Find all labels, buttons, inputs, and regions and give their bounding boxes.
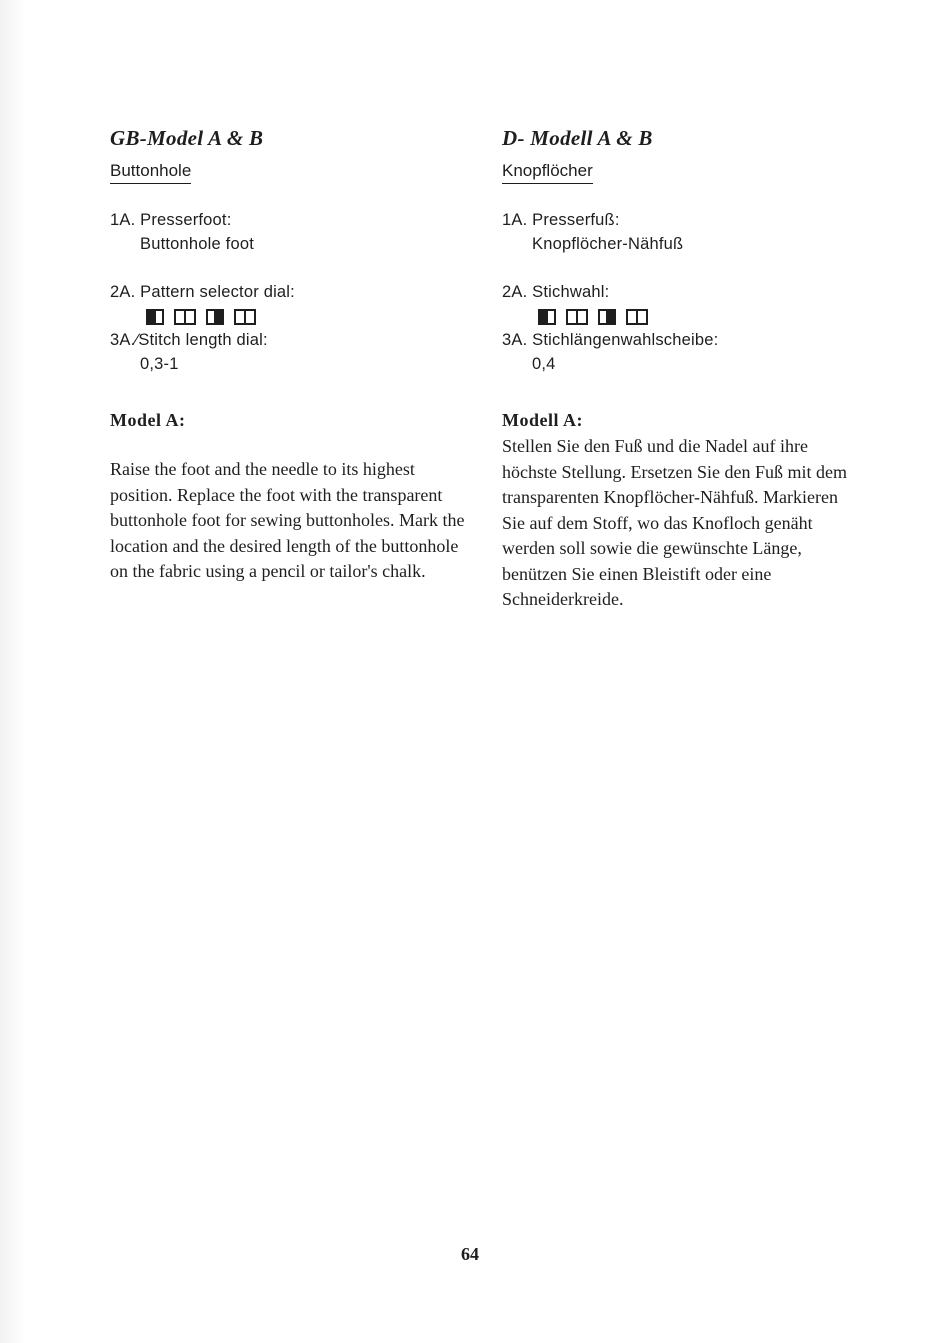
item-label: 1A. Presserfoot: — [110, 211, 232, 229]
item-label: 3A.∕Stitch length dial: — [110, 331, 268, 349]
pattern-selector-item — [502, 280, 862, 326]
stitch-length-item — [502, 328, 862, 376]
stitch-length-item — [110, 328, 470, 376]
instruction-text: Raise the foot and the needle to its highest position. Replace the foot with the transparent buttonhole foot for sewing buttonholes. Mark the location and the desired length of the buttonhole on the fabric using a pencil or tailor's chalk. — [110, 459, 465, 581]
item-label: 2A. Stichwahl: — [502, 283, 610, 301]
buttonhole-bartack-top-icon — [566, 309, 588, 325]
buttonhole-bartack-bottom-icon — [626, 309, 648, 325]
buttonhole-right-side-icon — [598, 309, 616, 325]
buttonhole-right-side-icon — [206, 309, 224, 325]
buttonhole-bartack-bottom-icon — [234, 309, 256, 325]
english-column — [110, 124, 470, 585]
stitch-icons-row — [502, 308, 862, 326]
buttonhole-left-side-icon — [146, 309, 164, 325]
instruction-text: Stellen Sie den Fuß und die Nadel auf ihre höchste Stellung. Ersetzen Sie den Fuß mit dem transparenten Knopflöcher-Nähfuß. Markieren Sie auf dem Stoff, wo das Knofloch genäht werden soll sowie die gewünschte Länge, benützen Sie einen Bleistift oder eine Schneiderkreide. — [502, 436, 847, 609]
item-label: 2A. Pattern selector dial: — [110, 283, 295, 301]
presserfoot-item — [502, 208, 862, 256]
section-title: Knopflöcher — [502, 160, 593, 184]
model-heading: D- Modell A & B — [502, 126, 653, 150]
buttonhole-bartack-top-icon — [174, 309, 196, 325]
model-heading: GB-Model A & B — [110, 126, 264, 150]
stitch-icons-row — [110, 308, 470, 326]
item-value: 0,4 — [532, 355, 556, 373]
item-label: 3A. Stichlängenwahlscheibe: — [502, 331, 719, 349]
buttonhole-left-side-icon — [538, 309, 556, 325]
page-number: 64 — [461, 1244, 479, 1264]
pattern-selector-item — [110, 280, 470, 326]
model-a-label: Modell A: — [502, 410, 583, 430]
page-edge-shadow — [0, 0, 26, 1343]
item-value: 0,3-1 — [140, 355, 179, 373]
presserfoot-item — [110, 208, 470, 256]
item-value: Buttonhole foot — [140, 235, 255, 253]
item-value: Knopflöcher-Nähfuß — [532, 235, 684, 253]
model-a-label: Model A: — [110, 410, 186, 430]
section-title: Buttonhole — [110, 160, 191, 184]
german-column — [502, 124, 862, 613]
item-label: 1A. Presserfuß: — [502, 211, 620, 229]
